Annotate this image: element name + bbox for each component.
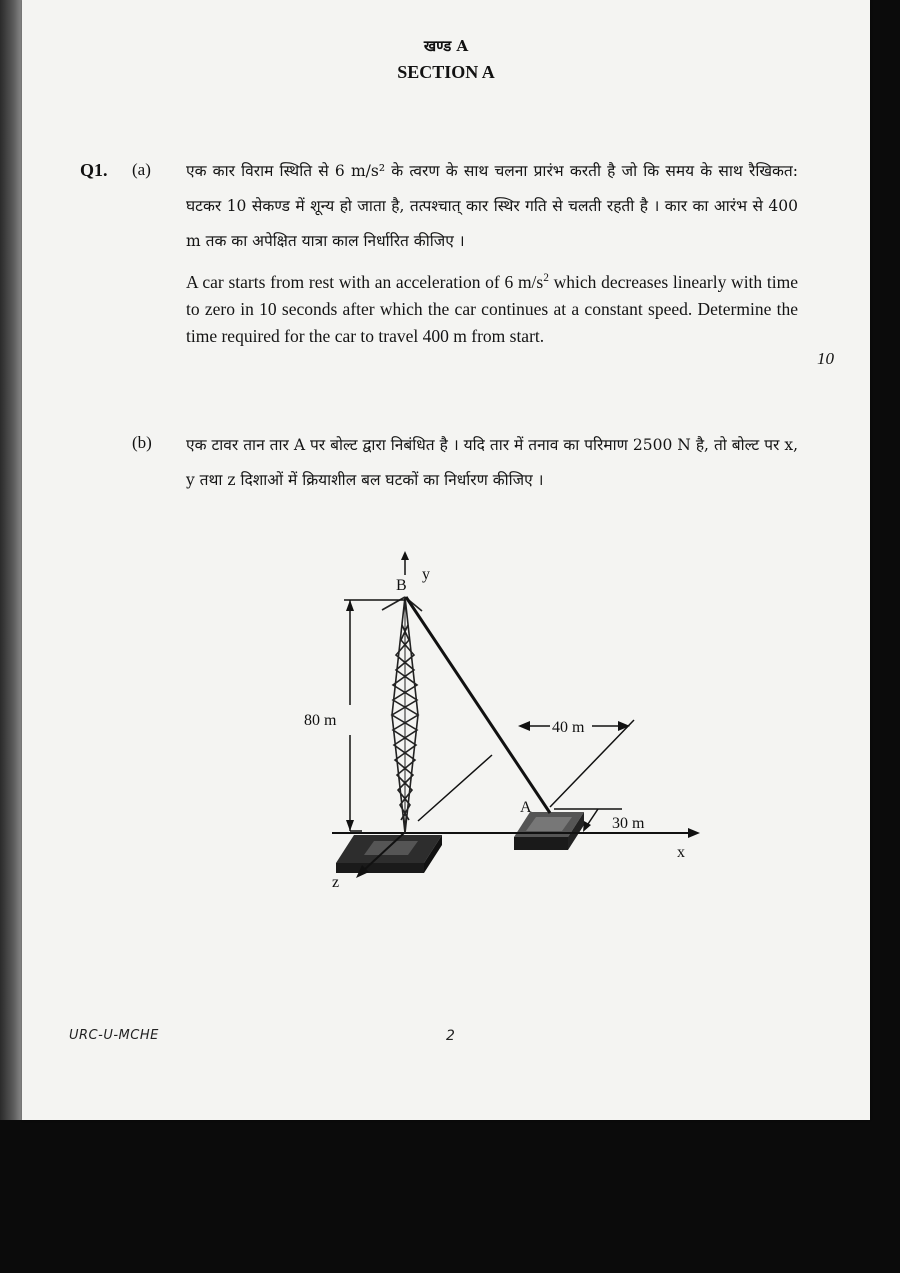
tower-lattice (382, 597, 422, 833)
exam-page (22, 0, 870, 1120)
part-a-hindi-text: एक कार विराम स्थिति से 6 m/s² के त्वरण के साथ चलना प्रारंभ करती है जो कि समय के साथ रैखिकत: घटकर 10 सेकण्ड में शून्य हो जाता है, तत्पश्चात् कार स्थिर गति से चलती रहती है । कार का आरंभ से 400 m तक का अपेक्षित यात्रा काल निर्धारित कीजिए । (186, 162, 798, 250)
part-a-english-text-2: which decreases linearly with time to zero in 10 seconds after which the car continues at a constant speed. Determine the time required for the car to travel 400 m from start. (186, 271, 798, 346)
superscript: 2 (543, 272, 549, 284)
part-b-label: (b) (132, 433, 152, 452)
height-dimension-label: 80 m (304, 712, 337, 729)
guy-wire (406, 597, 550, 813)
section-title-hindi: खण्ड A (423, 37, 469, 55)
section-title-english: SECTION A (397, 62, 495, 82)
height-top-arrow-icon (346, 600, 354, 611)
x-axis-label: x (677, 844, 685, 861)
width-dimension-label: 30 m (612, 815, 645, 832)
scan-edge (0, 0, 22, 1120)
z-axis-label: z (332, 874, 340, 891)
x-axis-arrow-icon (688, 828, 700, 838)
y-axis-label: y (422, 566, 430, 583)
tower-base (336, 835, 442, 873)
part-a-label: (a) (132, 160, 151, 179)
paper-code: URC-U-MCHE (69, 1028, 159, 1043)
anchor-base (514, 812, 584, 850)
question-number: Q1. (80, 160, 108, 180)
height-bottom-arrow-icon (346, 820, 354, 831)
dim-40-left-arrow-icon (518, 721, 530, 731)
y-axis-arrow-icon (401, 551, 409, 560)
depth-dimension-label: 40 m (552, 719, 585, 736)
page-number: 2 (446, 1028, 455, 1044)
part-a-english-text-1: A car starts from rest with an acceleration of 6 m/s (186, 271, 544, 292)
marks: 10 (817, 349, 834, 368)
part-b-hindi-text: एक टावर तान तार A पर बोल्ट द्वारा निबंधित है । यदि तार में तनाव का परिमाण 2500 N है, तो बोल्ट पर x, y तथा z दिशाओं में क्रियाशील बल घटकों का निर्धारण कीजिए । (186, 436, 798, 489)
height-dimension (344, 600, 405, 831)
part-a-english-text (186, 265, 798, 350)
point-b-label: B (396, 577, 407, 594)
tower-diagram (292, 545, 722, 895)
point-a-label: A (520, 799, 532, 816)
